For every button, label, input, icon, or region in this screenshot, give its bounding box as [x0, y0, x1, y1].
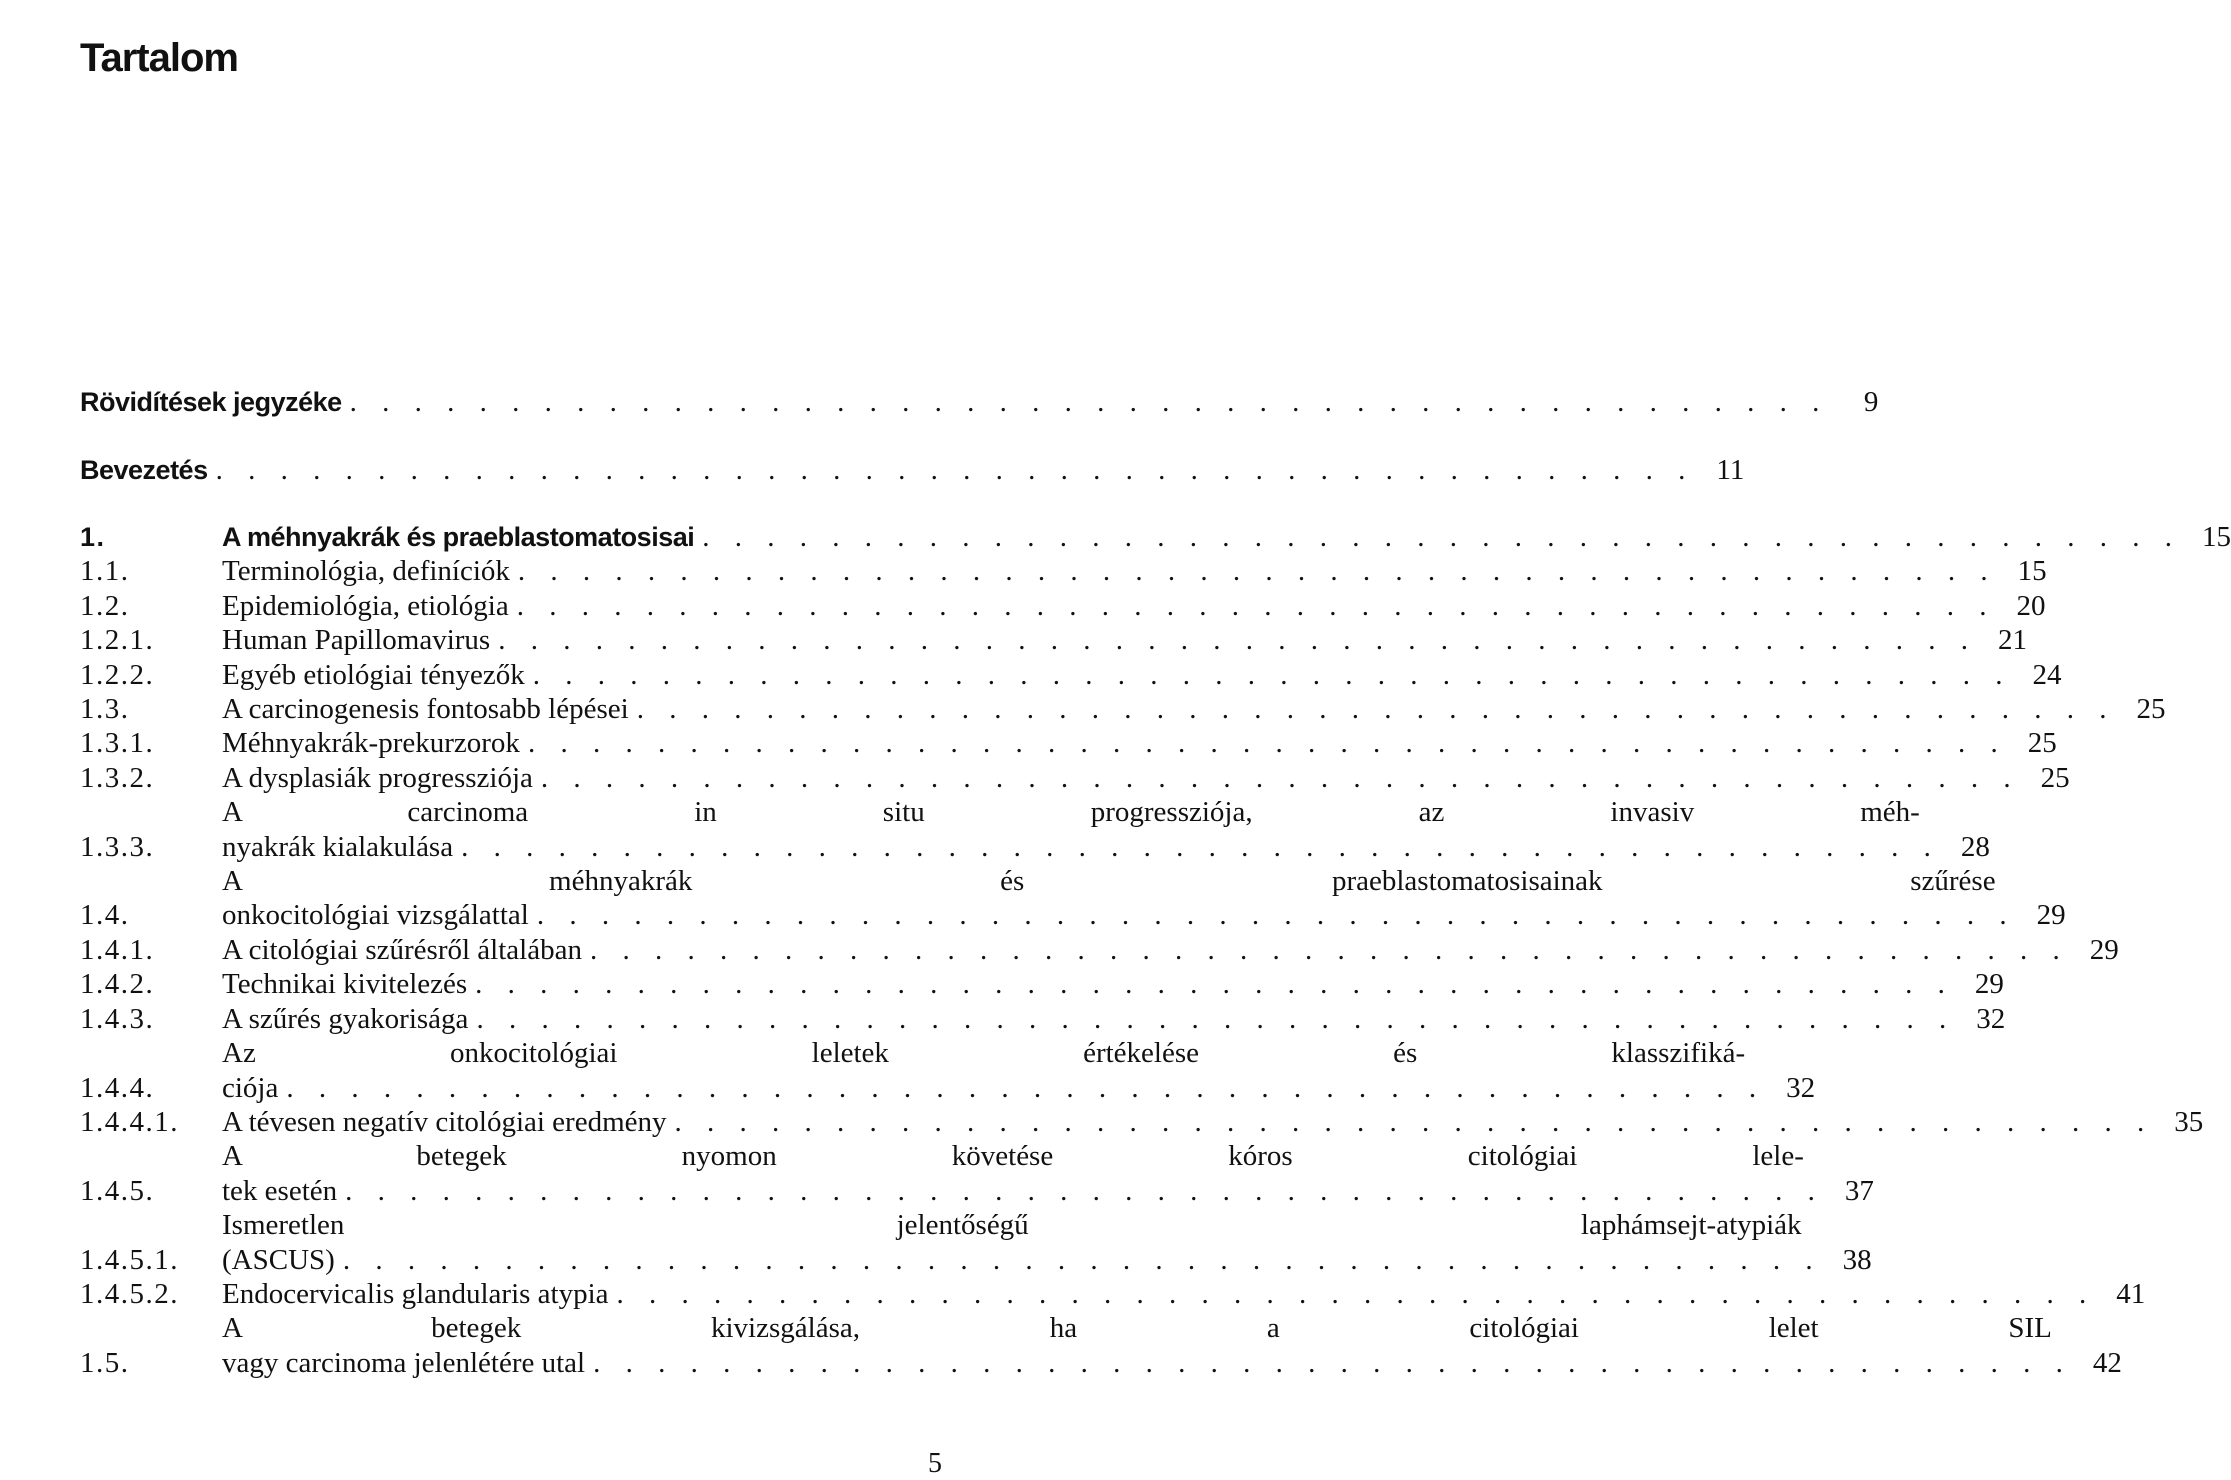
toc-entry: [80, 1311, 2122, 1380]
entry-number: 1.2.: [80, 589, 130, 622]
entry-content: [222, 554, 2047, 588]
entry-page-number: 32: [1786, 1071, 1816, 1104]
entry-page-number: 9: [1863, 386, 1879, 418]
toc-entry: [80, 589, 2046, 623]
dot-leader: . . . . . . . . . . . . . . . . . . . . . . . . . . . . . . . . . . . . . . . . . . . . . .: [342, 1243, 1822, 1276]
entry-number: 1.3.: [80, 693, 130, 726]
dot-leader: . . . . . . . . . . . . . . . . . . . . . . . . . . . . . . . . . . . . . . . . . . . . . .: [616, 1277, 2096, 1310]
entry-title: A szűrés gyakorisága: [222, 1002, 469, 1035]
toc-line: [80, 450, 1745, 490]
dot-leader: . . . . . . . . . . . . . . . . . . . . . . . . . . . . . . . . . . . . . . . . . . . . . .: [702, 521, 2181, 553]
page-number: 5: [928, 1448, 942, 1479]
entry-page-number: 21: [1997, 624, 2027, 657]
entry-content: [222, 692, 2165, 726]
toc-entry: [80, 933, 2119, 967]
entry-title: Méhnyakrák-prekurzorok: [222, 727, 520, 760]
entry-content: [222, 1277, 2145, 1311]
entry-title-line: Ismeretlen jelentőségű laphámsejt-atypiák: [222, 1209, 1802, 1242]
toc-line: [222, 1071, 1815, 1105]
dot-leader: . . . . . . . . . . . . . . . . . . . . . . . . . . . . . . . . . . . . . . . . . . . . . .: [532, 658, 2012, 691]
entry-number: 1.1.: [80, 555, 130, 588]
entry-title: nyakrák kialakulása: [222, 830, 454, 863]
entry-page-number: 42: [2092, 1346, 2122, 1379]
table-of-contents: [80, 382, 2231, 1380]
toc-entry: [80, 1208, 1872, 1277]
toc-entry: [80, 520, 2231, 554]
entry-number: 1.4.5.2.: [80, 1277, 179, 1310]
entry-title-line: A méhnyakrák és praeblastomatosisainak szűrése: [222, 865, 1996, 898]
toc-line: [222, 658, 2062, 692]
entry-page-number: 15: [2017, 555, 2047, 588]
entry-title: Epidemiológia, etiológia: [222, 589, 509, 622]
dot-leader: . . . . . . . . . . . . . . . . . . . . . . . . . . . . . . . . . . . . . . . . . . . . . .: [527, 727, 2007, 760]
toc-line: [222, 1346, 2122, 1380]
entry-title: A carcinogenesis fontosabb lépései: [222, 693, 629, 726]
toc-line: [222, 1105, 2203, 1139]
toc-entry: [80, 795, 1990, 864]
toc-entry: [80, 1036, 1816, 1105]
entry-page-number: 41: [2116, 1277, 2146, 1310]
entry-title: Rövidítések jegyzéke: [80, 387, 342, 417]
toc-top-entry: [80, 382, 1879, 422]
toc-line: [222, 589, 2045, 623]
dot-leader: . . . . . . . . . . . . . . . . . . . . . . . . . . . . . . . . . . . . . . . . . . . . . .: [593, 1346, 2072, 1379]
toc-entry: [80, 623, 2027, 657]
dot-leader: . . . . . . . . . . . . . . . . . . . . . . . . . . . . . . . . . . . . . . . . . . . . . .: [215, 454, 1695, 486]
toc-entry: [80, 1139, 1874, 1208]
entry-title: A méhnyakrák és praeblastomatosisai: [222, 522, 695, 552]
toc-entry-list: [80, 520, 2231, 1380]
dot-leader: . . . . . . . . . . . . . . . . . . . . . . . . . . . . . . . . . . . . . . . . . . . . . .: [475, 968, 1954, 1001]
entry-title: ciója: [222, 1071, 279, 1104]
entry-title-line: Az onkocitológiai leletek értékelése és klasszifiká-: [222, 1037, 1746, 1070]
toc-line: [222, 520, 2231, 554]
entry-title: A tévesen negatív citológiai eredmény: [222, 1105, 667, 1138]
toc-line: [222, 726, 2057, 760]
toc-entry: [80, 967, 2004, 1001]
entry-title-line: A betegek kivizsgálása, ha a citológiai lelet SIL: [222, 1312, 2052, 1345]
entry-page-number: 32: [1976, 1002, 2006, 1035]
toc-line: [222, 933, 2119, 967]
entry-content: [222, 933, 2119, 967]
entry-page-number: 20: [2016, 589, 2046, 622]
entry-title: Egyéb etiológiai tényezők: [222, 658, 525, 691]
toc-line: [222, 692, 2165, 726]
entry-content: [222, 1002, 2005, 1036]
entry-title: onkocitológiai vizsgálattal: [222, 899, 529, 932]
dot-leader: . . . . . . . . . . . . . . . . . . . . . . . . . . . . . . . . . . . . . . . . . . . . . .: [516, 589, 1996, 622]
toc-entry: [80, 1105, 2204, 1139]
entry-number: 1.4.5.1.: [80, 1243, 179, 1276]
entry-number: 1.2.2.: [80, 658, 155, 691]
entry-content: [222, 864, 2066, 933]
entry-number: 1.2.1.: [80, 624, 155, 657]
dot-leader: . . . . . . . . . . . . . . . . . . . . . . . . . . . . . . . . . . . . . . . . . . . . . .: [589, 933, 2069, 966]
entry-number: 1.4.4.: [80, 1071, 155, 1104]
entry-number: 1.4.: [80, 899, 130, 932]
entry-content: [222, 1036, 1815, 1105]
entry-title: (ASCUS): [222, 1243, 335, 1276]
entry-content: [222, 623, 2027, 657]
dot-leader: . . . . . . . . . . . . . . . . . . . . . . . . . . . . . . . . . . . . . . . . . . . . . .: [345, 1174, 1824, 1207]
toc-entry: [80, 692, 2166, 726]
entry-title: Terminológia, definíciók: [222, 555, 510, 588]
entry-title-line: A carcinoma in situ progressziója, az invasiv méh-: [222, 796, 1920, 829]
dot-leader: . . . . . . . . . . . . . . . . . . . . . . . . . . . . . . . . . . . . . . . . . . . . . .: [674, 1105, 2154, 1138]
toc-top-entry: [80, 450, 1745, 490]
entry-content: [222, 1105, 2203, 1139]
toc-entry: [80, 761, 2070, 795]
toc-line: [222, 1243, 1872, 1277]
entry-page-number: 25: [2027, 727, 2057, 760]
dot-leader: . . . . . . . . . . . . . . . . . . . . . . . . . . . . . . . . . . . . . . . . . . . . . .: [517, 555, 1997, 588]
entry-title: Human Papillomavirus: [222, 624, 491, 657]
entry-number: 1.4.4.1.: [80, 1105, 179, 1138]
entry-title-line: A betegek nyomon követése kóros citológiai lele-: [222, 1140, 1804, 1173]
entry-content: [222, 589, 2045, 623]
entry-title: A dysplasiák progressziója: [222, 761, 533, 794]
entry-content: [222, 726, 2057, 760]
dot-leader: . . . . . . . . . . . . . . . . . . . . . . . . . . . . . . . . . . . . . . . . . . . . . .: [540, 761, 2020, 794]
entry-page-number: 15: [2201, 521, 2231, 553]
entry-page-number: 35: [2174, 1105, 2204, 1138]
entry-number: 1.3.1.: [80, 727, 155, 760]
entry-title: Endocervicalis glandularis atypia: [222, 1277, 609, 1310]
entry-content: [222, 1139, 1874, 1208]
toc-entry: [80, 1002, 2006, 1036]
entry-page-number: 37: [1844, 1174, 1874, 1207]
toc-line: [222, 1277, 2145, 1311]
dot-leader: . . . . . . . . . . . . . . . . . . . . . . . . . . . . . . . . . . . . . . . . . . . . . .: [498, 624, 1977, 657]
toc-line: [222, 1002, 2005, 1036]
entry-title: Technikai kivitelezés: [222, 968, 468, 1001]
entry-page-number: 29: [1974, 968, 2004, 1001]
entry-content: [222, 761, 2070, 795]
entry-number: 1.4.5.: [80, 1174, 155, 1207]
dot-leader: . . . . . . . . . . . . . . . . . . . . . . . . . . . . . . . . . . . . . . . . . . . . . .: [286, 1071, 1766, 1104]
dot-leader: . . . . . . . . . . . . . . . . . . . . . . . . . . . . . . . . . . . . . . . . . . . . . .: [349, 386, 1829, 418]
entry-content: [222, 795, 1990, 864]
entry-content: [222, 1208, 1872, 1277]
toc-line: [222, 623, 2027, 657]
entry-number: 1.3.2.: [80, 761, 155, 794]
entry-number: 1.4.3.: [80, 1002, 155, 1035]
top-entry-list: [80, 382, 1879, 490]
entry-title: Bevezetés: [80, 455, 208, 485]
entry-page-number: 11: [1716, 454, 1745, 486]
toc-entry: [80, 726, 2057, 760]
entry-page-number: 29: [2036, 899, 2066, 932]
dot-leader: . . . . . . . . . . . . . . . . . . . . . . . . . . . . . . . . . . . . . . . . . . . . . .: [636, 693, 2116, 726]
toc-entry: [80, 554, 2047, 588]
toc-entry: [80, 864, 2066, 933]
entry-number: 1.: [80, 522, 106, 552]
entry-page-number: 24: [2032, 658, 2062, 691]
toc-line: [222, 830, 1990, 864]
page-title: Tartalom: [80, 36, 238, 80]
entry-content: [222, 658, 2062, 692]
entry-number: 1.3.3.: [80, 830, 155, 863]
dot-leader: . . . . . . . . . . . . . . . . . . . . . . . . . . . . . . . . . . . . . . . . . . . . . .: [536, 899, 2016, 932]
toc-entry: [80, 1277, 2146, 1311]
dot-leader: . . . . . . . . . . . . . . . . . . . . . . . . . . . . . . . . . . . . . . . . . . . . . .: [476, 1002, 1956, 1035]
toc-line: [222, 967, 2004, 1001]
entry-title: vagy carcinoma jelenlétére utal: [222, 1346, 586, 1379]
entry-number: 1.5.: [80, 1346, 130, 1379]
toc-line: [80, 382, 1879, 422]
entry-page-number: 28: [1960, 830, 1990, 863]
toc-line: [222, 898, 2066, 932]
entry-content: [222, 520, 2231, 554]
entry-number: 1.4.1.: [80, 933, 155, 966]
entry-page-number: 29: [2089, 933, 2119, 966]
toc-entry: [80, 658, 2062, 692]
toc-line: [222, 1174, 1874, 1208]
entry-page-number: 38: [1842, 1243, 1872, 1276]
toc-line: [222, 761, 2070, 795]
entry-title: A citológiai szűrésről általában: [222, 933, 582, 966]
toc-line: [222, 554, 2047, 588]
entry-title: tek esetén: [222, 1174, 338, 1207]
entry-content: [222, 967, 2004, 1001]
dot-leader: . . . . . . . . . . . . . . . . . . . . . . . . . . . . . . . . . . . . . . . . . . . . . .: [461, 830, 1940, 863]
entry-content: [222, 1311, 2122, 1380]
entry-page-number: 25: [2040, 761, 2070, 794]
entry-page-number: 25: [2136, 693, 2166, 726]
entry-number: 1.4.2.: [80, 968, 155, 1001]
